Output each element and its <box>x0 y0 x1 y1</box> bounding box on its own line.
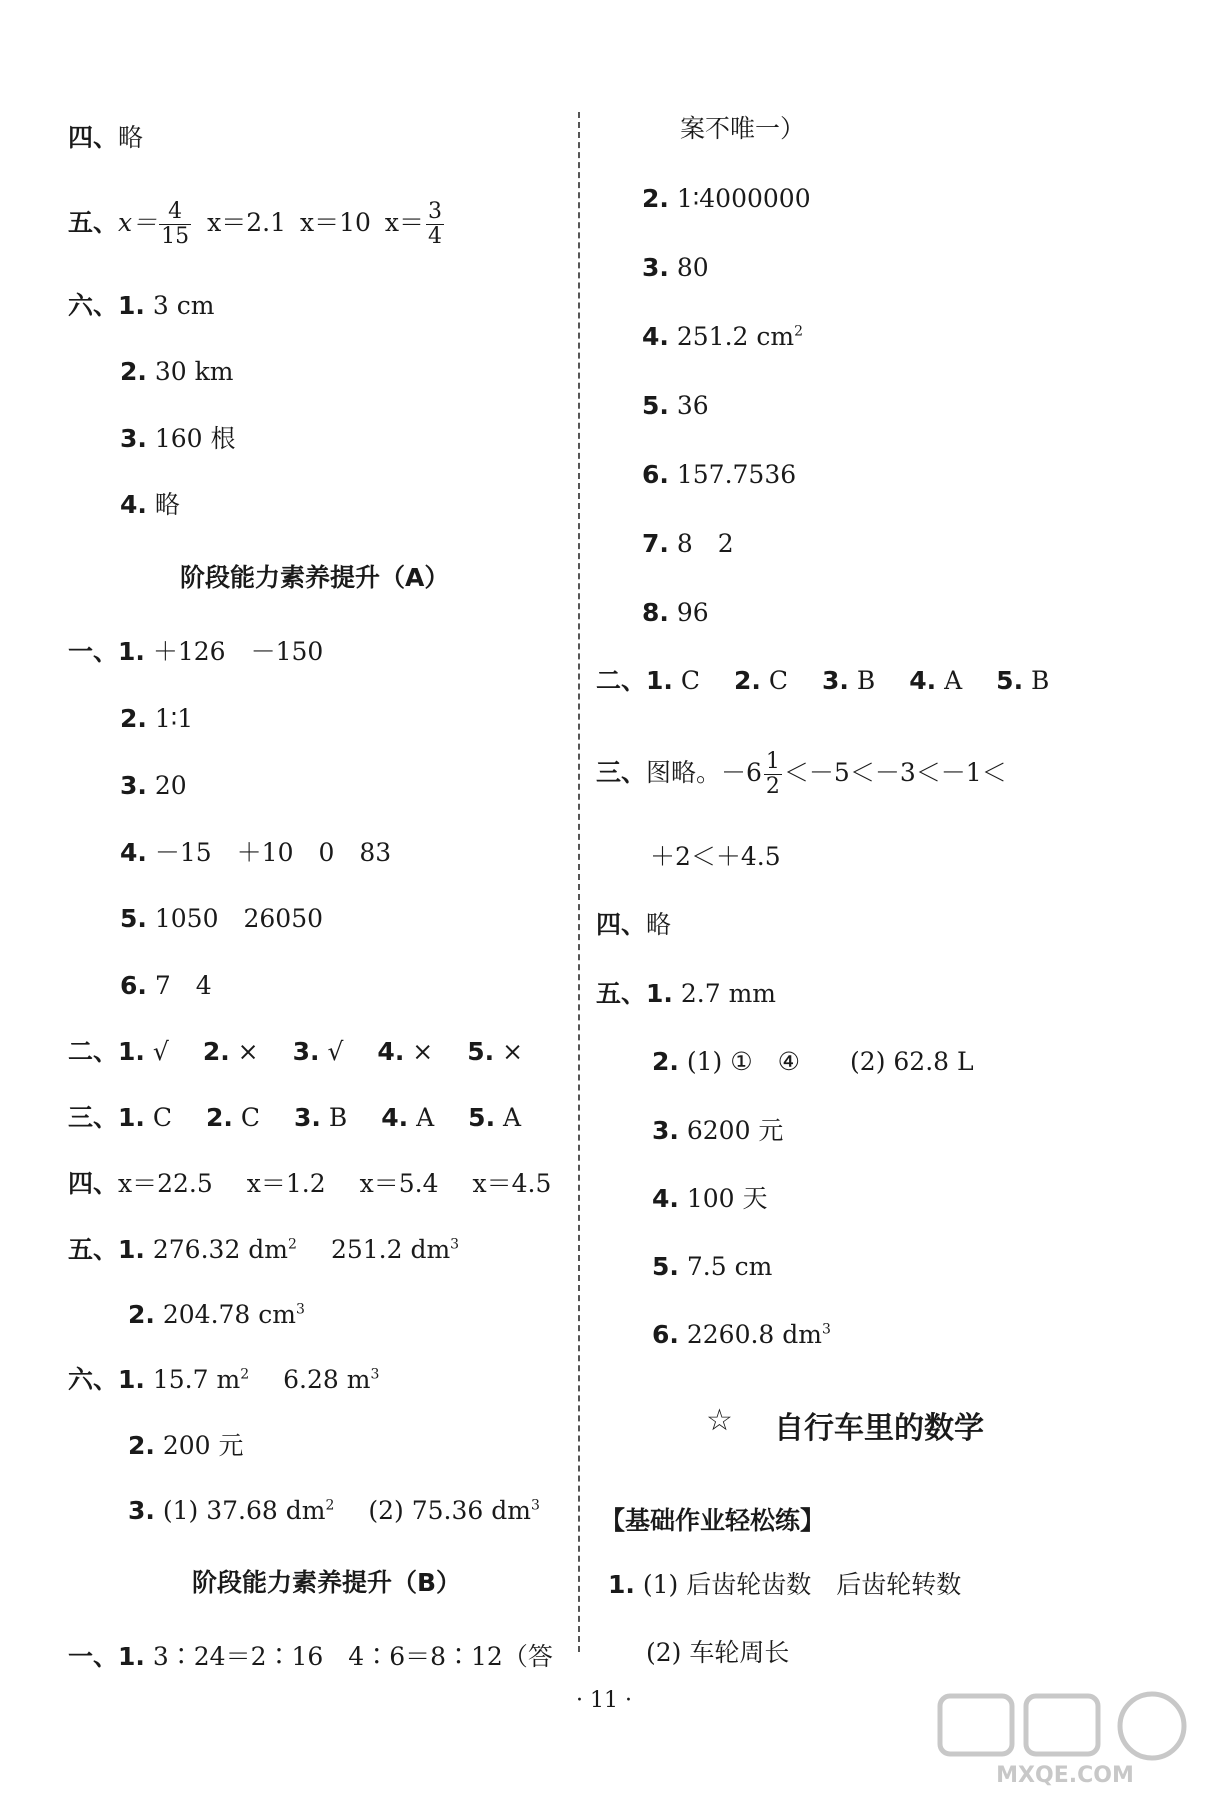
star-icon: ☆ <box>706 1403 733 1438</box>
chapter-title: 自行车里的数学 <box>774 1411 984 1446</box>
watermark-logo <box>930 1690 1200 1790</box>
watermark-url: MXQE.COM <box>996 1763 1134 1788</box>
section-title-b: 阶段能力素养提升（B） <box>192 1568 462 1597</box>
a-one-3: 3. 20 <box>120 771 187 800</box>
b-one-3: 3. 80 <box>642 253 709 282</box>
a-one-1: 一、1. ＋126 －150 <box>68 637 324 666</box>
a-three-answers: 三、1. C 2. C 3. B 4. A 5. A <box>68 1103 522 1132</box>
b-one-1: 一、1. 3∶24＝2∶16 4∶6＝8∶12（答 <box>68 1642 553 1671</box>
fraction-3-4: $\frac{3}{4}$ <box>428 199 443 249</box>
b-two-answers: 二、1. C 2. C 3. B 4. A 5. B <box>596 666 1050 695</box>
answer-six-4: 4. 略 <box>120 490 180 519</box>
b-five-4: 4. 100 天 <box>652 1184 768 1213</box>
bike-q1-2: (2) 车轮周长 <box>646 1638 790 1667</box>
b-one-4: 4. 251.2 $cm^2$ <box>642 322 804 351</box>
b-five-5: 5. 7.5 cm <box>652 1252 773 1281</box>
fraction-1-2: $\frac{1}{2}$ <box>765 749 780 799</box>
column-divider <box>578 112 580 1652</box>
a-five-1: 五、1. 276.32 $dm^2$ 251.2 $dm^3$ <box>68 1235 460 1264</box>
b-three-ordering: 三、图略。－6 $\frac{1}{2}$ ＜－5＜－3＜－1＜ <box>596 749 1007 799</box>
b-five-3: 3. 6200 元 <box>652 1116 784 1145</box>
b-one-5: 5. 36 <box>642 391 709 420</box>
b-one-2: 2. 1∶4000000 <box>642 184 811 213</box>
a-one-5: 5. 1050 26050 <box>120 904 324 933</box>
answer-six-1: 六、1. 3 cm <box>68 291 215 320</box>
a-two-answers: 二、1. √ 2. × 3. √ 4. × 5. × <box>68 1037 524 1066</box>
section-title-a: 阶段能力素养提升（A） <box>180 563 450 592</box>
answer-six-2: 2. 30 km <box>120 357 234 386</box>
a-one-2: 2. 1∶1 <box>120 704 194 733</box>
answer-five-equations: 五、x＝ $\frac{4}{15}$ x＝2.1 x＝10 x＝ $\frac{3}{4}$ <box>68 199 443 249</box>
fraction-4-15: $\frac{4}{15}$ <box>161 199 190 249</box>
b-five-1: 五、1. 2.7 mm <box>596 979 776 1008</box>
b-five-6: 6. 2260.8 $dm^3$ <box>652 1320 831 1349</box>
a-six-3: 3. (1) 37.68 $dm^2$ (2) 75.36 $dm^3$ <box>128 1496 540 1525</box>
b-one-1-continued: 案不唯一） <box>680 114 806 143</box>
b-one-6: 6. 157.7536 <box>642 460 797 489</box>
a-one-4: 4. －15 ＋10 0 83 <box>120 838 392 867</box>
b-one-8: 8. 96 <box>642 598 709 627</box>
b-one-7: 7. 8 2 <box>642 529 734 558</box>
a-six-2: 2. 200 元 <box>128 1431 244 1460</box>
answer-six-3: 3. 160 根 <box>120 424 236 453</box>
bike-q1-1: 1. (1) 后齿轮齿数 后齿轮转数 <box>608 1570 962 1599</box>
b-five-2: 2. (1) ① ④ (2) 62.8 L <box>652 1047 974 1076</box>
a-four-equations: 四、x＝22.5 x＝1.2 x＝5.4 x＝4.5 <box>68 1169 552 1198</box>
b-three-ordering-continued: ＋2＜＋4.5 <box>650 842 781 871</box>
section-label-basic: 【基础作业轻松练】 <box>600 1506 826 1535</box>
a-one-6: 6. 7 4 <box>120 971 212 1000</box>
a-five-2: 2. 204.78 $cm^3$ <box>128 1300 305 1329</box>
answer-four-line: 四、略 <box>68 123 144 152</box>
page-number: · 11 · <box>576 1688 632 1713</box>
b-four: 四、略 <box>596 910 672 939</box>
a-six-1: 六、1. 15.7 $m^2$ 6.28 $m^3$ <box>68 1365 380 1394</box>
